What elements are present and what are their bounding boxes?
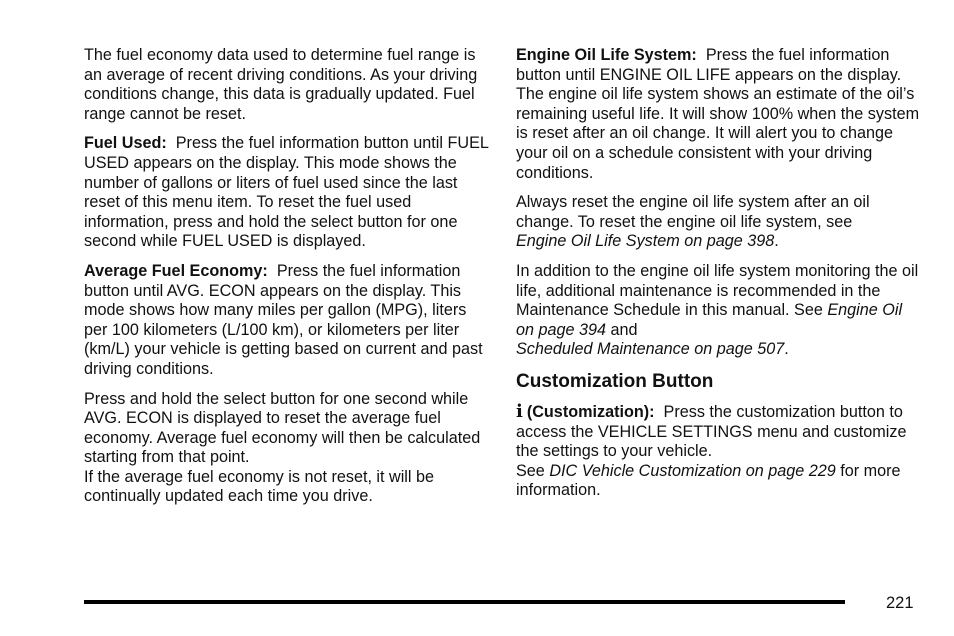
info-icon: i bbox=[516, 400, 523, 422]
average-fuel-economy-term: Average Fuel Economy: bbox=[84, 261, 268, 280]
reset-average-paragraph bbox=[84, 390, 490, 508]
page-number: 221 bbox=[886, 594, 914, 612]
oil-life-system-link[interactable]: Engine Oil Life System on page 398 bbox=[516, 232, 775, 251]
maintenance-text: In addition to the engine oil life system monitoring the oil life, additional maintenance is recommended in the Maintenance Schedule in this manual. See bbox=[516, 261, 919, 320]
fuel-range-paragraph: The fuel economy data used to determine fuel range is an average of recent driving conditions. As your driving conditions change, this data is gradually updated. Fuel range cannot be reset. bbox=[84, 46, 478, 123]
customization-heading: Customization Button bbox=[516, 370, 714, 392]
not-reset-text: If the average fuel economy is not reset, it will be continually updated each time you drive. bbox=[84, 467, 435, 506]
engine-oil-life-paragraph bbox=[516, 46, 920, 183]
oil-reset-paragraph: Always reset the engine oil life system after an oil change. To reset the engine oil life system, see Engine Oil Life System on page 398. bbox=[516, 193, 870, 251]
left-column bbox=[84, 46, 490, 517]
scheduled-maintenance-link[interactable]: Scheduled Maintenance on page 507 bbox=[516, 340, 785, 359]
maintenance-and: and bbox=[610, 320, 638, 339]
oil-reset-text: Always reset the engine oil life system after an oil change. To reset the engine oil life system, see bbox=[516, 193, 870, 231]
maintenance-paragraph: In addition to the engine oil life system monitoring the oil life, additional maintenance is recommended in the Maintenance Schedule in this manual. See Engine Oil on page 394 and Scheduled Maintenance on page 507. bbox=[516, 261, 919, 359]
average-fuel-economy-text: Press the fuel information button until AVG. ECON appears on the display. This mode shows how many miles per gallon (MPG), liters per 100 kilometers (L/100 km), or kilometers per liter (km/L) your vehicle is getting based on current and past driving conditions. bbox=[84, 261, 483, 378]
customization-term: (Customization): bbox=[526, 402, 655, 421]
engine-oil-link[interactable]: Engine Oil on page 394 bbox=[516, 301, 903, 339]
average-fuel-economy-paragraph bbox=[84, 262, 490, 380]
footer-rule bbox=[84, 600, 845, 604]
reset-average-text: Press and hold the select button for one second while AVG. ECON is displayed to reset the average fuel economy. Average fuel economy will then be calculated starting from that point. bbox=[84, 389, 481, 467]
dic-vehicle-customization-link[interactable]: DIC Vehicle Customization on page 229 bbox=[549, 461, 836, 480]
engine-oil-life-term: Engine Oil Life System: bbox=[516, 46, 697, 64]
customization-see: See bbox=[516, 461, 545, 480]
right-column bbox=[516, 46, 920, 511]
customization-text: Press the customization button to access the VEHICLE SETTINGS menu and customize the settings to your vehicle. bbox=[516, 402, 907, 461]
engine-oil-life-text: Press the fuel information button until ENGINE OIL LIFE appears on the display. The engine oil life system shows an estimate of the oil’s remaining useful life. It will show 100% when the system is reset after an oil change. It will alert you to change your oil on a schedule consistent with your driving conditions. bbox=[516, 46, 920, 182]
fuel-used-term: Fuel Used: bbox=[84, 134, 167, 153]
fuel-used-text: Press the fuel information button until FUEL USED appears on the display. This mode shows the number of gallons or liters of fuel used since the last reset of this menu item. To reset the fuel used information, press and hold the select button for one second while FUEL USED is displayed. bbox=[84, 134, 489, 251]
customization-paragraph bbox=[516, 400, 920, 501]
customization-tail: for more information. bbox=[516, 461, 901, 500]
fuel-used-paragraph bbox=[84, 134, 490, 252]
